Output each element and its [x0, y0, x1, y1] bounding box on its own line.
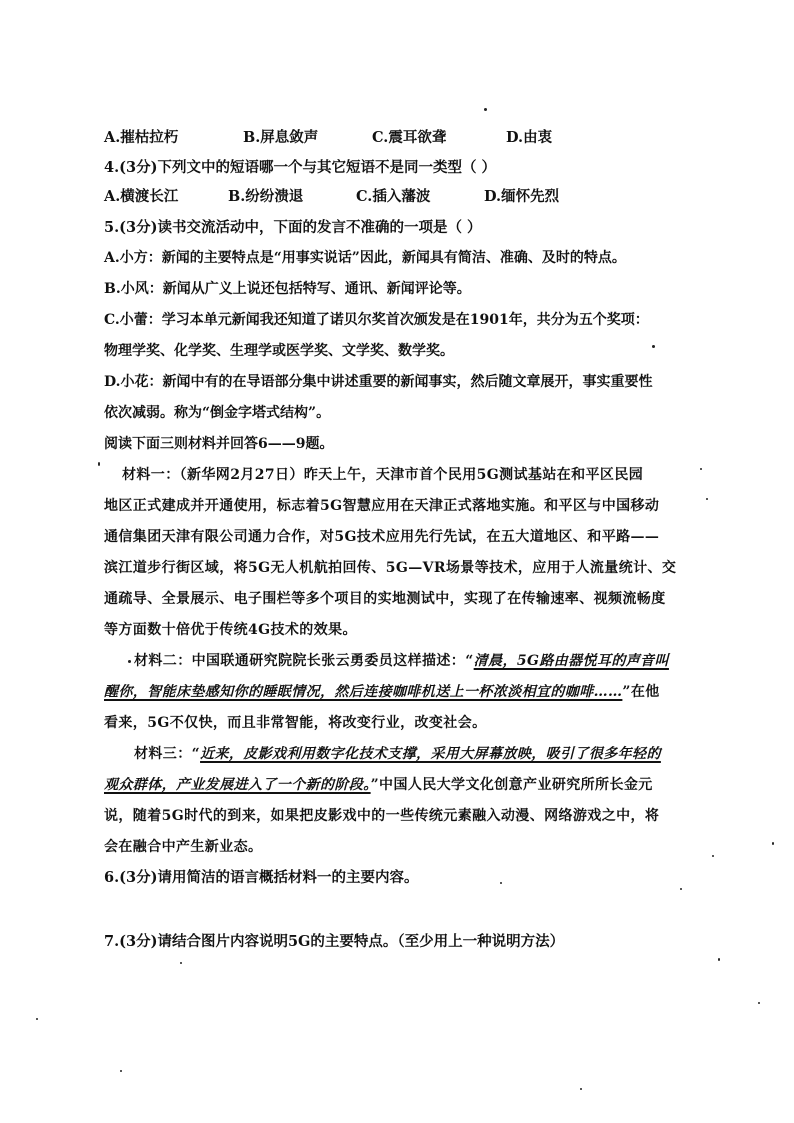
material2-line1	[134, 651, 669, 671]
q3-option-b: B.屏息敛声	[243, 129, 319, 146]
scan-speck	[120, 1070, 122, 1072]
material1-line1: 材料一：（新华网2月27日）昨天上午，天津市首个民用5G测试基站在和平区民园	[122, 467, 644, 483]
material3-underlined-1: 近来，皮影戏利用数字化技术支撑，采用大屏幕放映，吸引了很多年轻的	[200, 746, 661, 762]
material1-line2: 地区正式建成并开通使用，标志着5G智慧应用在天津正式落地实施。和平区与中国移动	[104, 498, 660, 514]
q5-option-d-line1: D.小花：新闻中有的在导语部分集中讲述重要的新闻事实，然后随文章展开，事实重要性	[104, 374, 653, 390]
q3-option-c: C.震耳欲聋	[372, 129, 447, 146]
material2-line2	[104, 682, 660, 702]
scan-speck	[718, 958, 720, 961]
scan-speck	[706, 498, 708, 500]
material3-line2	[104, 775, 653, 795]
scan-speck	[772, 842, 774, 845]
material3-lead: 材料三：“	[134, 746, 201, 762]
scan-speck	[36, 1018, 38, 1020]
q3-option-d: D.由衷	[506, 129, 553, 146]
q4-option-b: B.纷纷溃退	[228, 188, 304, 205]
q3-option-a: A.摧枯拉朽	[104, 129, 179, 146]
scan-speck	[500, 882, 502, 884]
material3-line1	[134, 744, 661, 764]
q5-option-b: B.小风：新闻从广义上说还包括特写、通讯、新闻评论等。	[104, 281, 471, 297]
material3-tail: ”中国人民大学文化创意产业研究所所长金元	[370, 777, 653, 793]
material3-underlined-2: 观众群体，产业发展进入了一个新的阶段。	[104, 777, 371, 793]
scan-speck	[580, 1088, 582, 1090]
scan-speck	[712, 855, 714, 857]
scan-speck	[98, 462, 100, 466]
scan-speck	[700, 468, 702, 470]
scan-speck	[652, 345, 655, 348]
q4-option-d: D.缅怀先烈	[484, 188, 560, 205]
scan-speck	[680, 888, 682, 890]
reading-intro: 阅读下面三则材料并回答6——9题。	[104, 436, 334, 452]
material2-underlined-2: 醒你，智能床垫感知你的睡眠情况，然后连接咖啡机送上一杯浓淡相宜的咖啡……	[104, 684, 623, 700]
q5-stem: 5.(3分)读书交流活动中，下面的发言不准确的一项是（ ）	[104, 219, 482, 236]
material3-line3: 说，随着5G时代的到来，如果把皮影戏中的一些传统元素融入动漫、网络游戏之中，将	[104, 808, 660, 824]
material2-tail: ”在他	[622, 684, 660, 700]
material3-line4: 会在融合中产生新业态。	[104, 839, 263, 855]
q7-stem: 7.(3分)请结合图片内容说明5G的主要特点。（至少用上一种说明方法）	[104, 933, 565, 950]
q4-stem: 4.(3分)下列文中的短语哪一个与其它短语不是同一类型（ ）	[104, 159, 496, 176]
q5-option-c-line2: 物理学奖、化学奖、生理学或医学奖、文学奖、数学奖。	[104, 343, 454, 359]
scan-speck	[758, 1002, 760, 1004]
material1-line4: 滨江道步行街区域，将5G无人机航拍回传、5G—VR场景等技术，应用于人流量统计、交	[104, 560, 677, 576]
scan-speck	[128, 660, 131, 663]
material1-line6: 等方面数十倍优于传统4G技术的效果。	[104, 622, 357, 638]
q5-option-c-line1: C.小蕾：学习本单元新闻我还知道了诺贝尔奖首次颁发是在1901年，共分为五个奖项：	[104, 312, 649, 328]
material2-lead: 材料二：中国联通研究院院长张云勇委员这样描述：“	[134, 653, 474, 669]
q4-option-c: C.插入藩波	[356, 188, 431, 205]
q5-option-d-line2: 依次减弱。称为“倒金字塔式结构”。	[104, 405, 331, 421]
q4-option-a: A.横渡长江	[104, 188, 179, 205]
q6-stem: 6.(3分)请用简洁的语言概括材料一的主要内容。	[104, 869, 419, 886]
q5-option-a: A.小方：新闻的主要特点是“用事实说话”因此，新闻具有简洁、准确、及时的特点。	[104, 250, 626, 266]
scan-speck	[484, 108, 487, 111]
material1-line3: 通信集团天津有限公司通力合作，对5G技术应用先行先试，在五大道地区、和平路——	[104, 529, 660, 545]
material2-line3: 看来，5G不仅快，而且非常智能，将改变行业，改变社会。	[104, 715, 487, 731]
scan-speck	[180, 962, 182, 964]
material2-underlined-1: 清晨，5G路由器悦耳的声音叫	[473, 653, 669, 669]
material1-line5: 通疏导、全景展示、电子围栏等多个项目的实地测试中，实现了在传输速率、视频流畅度	[104, 591, 666, 607]
